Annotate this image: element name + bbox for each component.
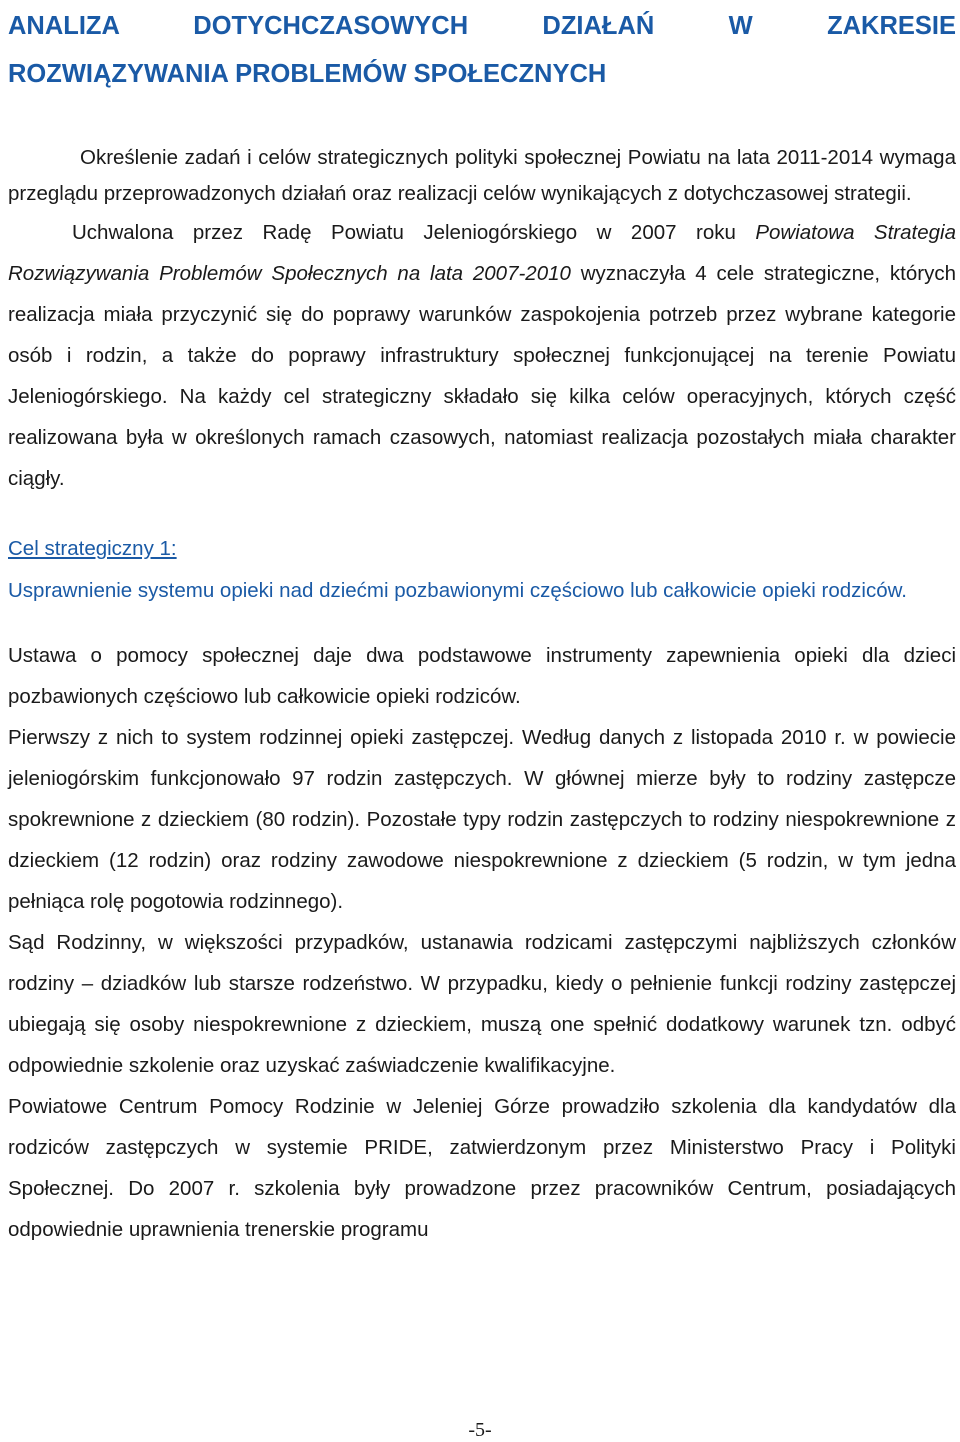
- body-paragraph: Ustawa o pomocy społecznej daje dwa podstawowe instrumenty zapewnienia opieki dla dzieci pozbawionych częściowo lub całkowicie opieki rodziców.: [8, 644, 956, 708]
- document-title: [8, 2, 956, 98]
- resolution-text-1: Uchwalona przez Radę Powiatu Jeleniogórskiego w 2007 roku: [72, 221, 756, 244]
- resolution-text-2: wyznaczyła 4 cele strategiczne, których realizacja miała przyczynić się do poprawy warunków zaspokojenia potrzeb przez wybrane kategorie osób i rodzin, a także do poprawy infrastruktury społecznej funkcjonującej na terenie Powiatu Jeleniogórskiego. Na każdy cel strategiczny składało się kilka celów operacyjnych, których część realizowana była w określonych ramach czasowych, natomiast realizacja pozostałych miała charakter ciągły.: [8, 262, 956, 490]
- title-line-2: ROZWIĄZYWANIA PROBLEMÓW SPOŁECZNYCH: [8, 60, 607, 88]
- document-page: [8, 0, 956, 1250]
- body-paragraph: Powiatowe Centrum Pomocy Rodzinie w Jeleniej Górze prowadziło szkolenia dla kandydatów dla rodziców zastępczych w systemie PRIDE, zatwierdzonym przez Ministerstwo Pracy i Polityki Społecznej. Do 2007 r. szkolenia były prowadzone przez pracowników Centrum, posiadających odpowiednie uprawnienia trenerskie programu: [8, 1095, 956, 1241]
- body-text: [8, 635, 956, 1250]
- body-paragraph: Sąd Rodzinny, w większości przypadków, ustanawia rodzicami zastępczymi najbliższych członków rodziny – dziadków lub starsze rodzeństwo. W przypadku, kiedy o pełnienie funkcji rodziny zastępczej ubiegają się osoby niespokrewnione z dzieckiem, muszą one spełnić dodatkowy warunek tzn. odbyć odpowiednie szkolenie oraz uzyskać zaświadczenie kwalifikacyjne.: [8, 931, 956, 1077]
- intro-paragraph: Określenie zadań i celów strategicznych polityki społecznej Powiatu na lata 2011-2014 wymaga przeglądu przeprowadzonych działań oraz realizacji celów wynikających z dotychczasowej strategii.: [8, 146, 956, 205]
- page-number: -5-: [468, 1419, 492, 1441]
- resolution-paragraph: [8, 212, 956, 499]
- strategic-goal-heading: Cel strategiczny 1:: [8, 537, 177, 560]
- title-line-1: ANALIZA DOTYCHCZASOWYCH DZIAŁAŃ W ZAKRESIE: [8, 12, 956, 40]
- body-paragraph: Pierwszy z nich to system rodzinnej opieki zastępczej. Według danych z listopada 2010 r. w powiecie jeleniogórskim funkcjonowało 97 rodzin zastępczych. W głównej mierze były to rodziny zastępcze spokrewnione z dzieckiem (80 rodzin). Pozostałe typy rodzin zastępczych to rodziny niespokrewnione z dzieckiem (12 rodzin) oraz rodziny zawodowe niespokrewnione z dzieckiem (5 rodzin, w tym jedna pełniąca rolę pogotowia rodzinnego).: [8, 726, 956, 913]
- strategic-goal-name: Usprawnienie systemu opieki nad dziećmi pozbawionymi częściowo lub całkowicie opieki rodziców.: [8, 579, 907, 602]
- strategy-name: Powiatowa Strategia Rozwiązywania Problemów Społecznych na lata 2007-2010: [8, 221, 956, 285]
